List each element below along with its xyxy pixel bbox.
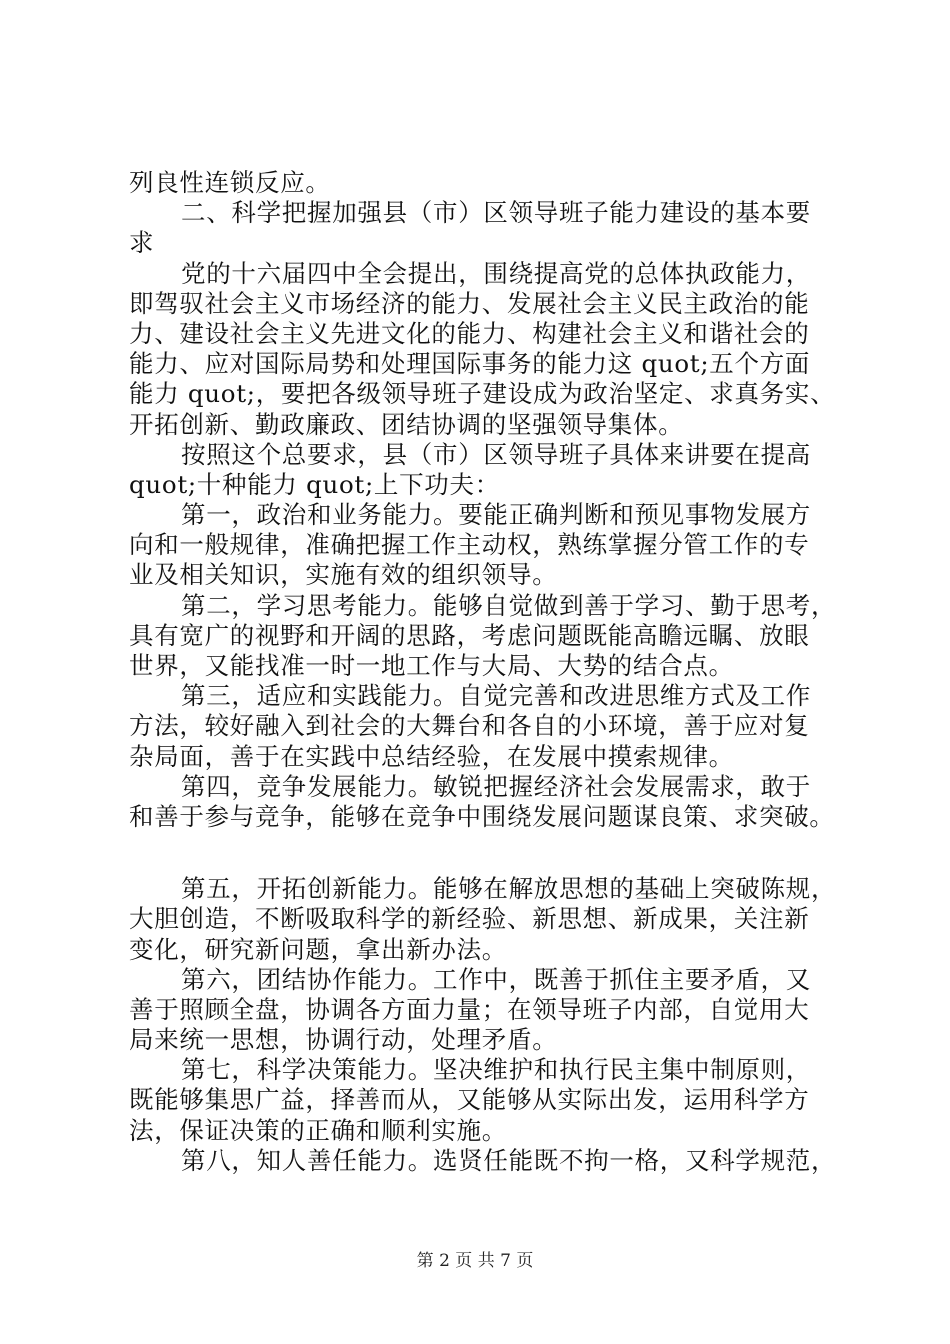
text-line: 第六，团结协作能力。工作中，既善于抓住主要矛盾，又	[181, 964, 811, 994]
text-line: 能力 quot;，要把各级领导班子建设成为政治坚定、求真务实、	[129, 379, 836, 409]
text-line: 按照这个总要求，县（市）区领导班子具体来讲要在提高	[181, 439, 811, 469]
text-line: 开拓创新、勤政廉政、团结协调的坚强领导集体。	[129, 409, 684, 439]
text-line: 大胆创造，不断吸取科学的新经验、新思想、新成果，关注新	[129, 904, 810, 934]
text-line: 既能够集思广益，择善而从，又能够从实际出发，运用科学方	[129, 1085, 810, 1115]
page-number-footer: 第 2 页 共 7 页	[416, 1251, 534, 1271]
text-line: 能力、应对国际局势和处理国际事务的能力这 quot;五个方面	[129, 349, 811, 379]
text-line: 第五，开拓创新能力。能够在解放思想的基础上突破陈规，	[181, 874, 837, 904]
text-line: 具有宽广的视野和开阔的思路，考虑问题既能高瞻远瞩、放眼	[129, 620, 810, 650]
text-line: 第三，适应和实践能力。自觉完善和改进思维方式及工作	[181, 681, 811, 711]
text-line: 力、建设社会主义先进文化的能力、构建社会主义和谐社会的	[129, 318, 810, 348]
text-line: 第七，科学决策能力。坚决维护和执行民主集中制原则，	[181, 1055, 811, 1085]
text-line: 变化，研究新问题，拿出新办法。	[129, 934, 507, 964]
text-line: 向和一般规律，准确把握工作主动权，熟练掌握分管工作的专	[129, 530, 810, 560]
section-heading-line: 求	[129, 228, 155, 258]
text-line: quot;十种能力 quot;上下功夫：	[129, 469, 500, 499]
text-line: 党的十六届四中全会提出，围绕提高党的总体执政能力，	[181, 258, 811, 288]
text-line: 第二，学习思考能力。能够自觉做到善于学习、勤于思考，	[181, 590, 837, 620]
text-line: 和善于参与竞争，能够在竞争中围绕发展问题谋良策、求突破。	[129, 801, 835, 831]
document-body	[129, 168, 837, 1176]
text-line: 杂局面，善于在实践中总结经验，在发展中摸索规律。	[129, 741, 734, 771]
text-line: 世界，又能找准一时一地工作与大局、大势的结合点。	[129, 651, 734, 680]
text-line: 善于照顾全盘，协调各方面力量；在领导班子内部，自觉用大	[129, 994, 810, 1024]
text-line: 方法，较好融入到社会的大舞台和各自的小环境，善于应对复	[129, 711, 810, 741]
text-line: 列良性连锁反应。	[129, 168, 331, 197]
text-line: 法，保证决策的正确和顺利实施。	[129, 1115, 507, 1145]
text-line: 第一，政治和业务能力。要能正确判断和预见事物发展方	[181, 500, 811, 530]
text-line: 局来统一思想，协调行动，处理矛盾。	[129, 1025, 558, 1055]
text-line: 即驾驭社会主义市场经济的能力、发展社会主义民主政治的能	[129, 288, 810, 318]
section-heading-line: 二、科学把握加强县（市）区领导班子能力建设的基本要	[181, 198, 811, 228]
text-line: 第四，竞争发展能力。敏锐把握经济社会发展需求，敢于	[181, 771, 811, 801]
paragraph-gap	[129, 832, 829, 874]
text-line: 业及相关知识，实施有效的组织领导。	[129, 560, 558, 590]
text-line: 第八，知人善任能力。选贤任能既不拘一格，又科学规范，	[181, 1145, 837, 1175]
